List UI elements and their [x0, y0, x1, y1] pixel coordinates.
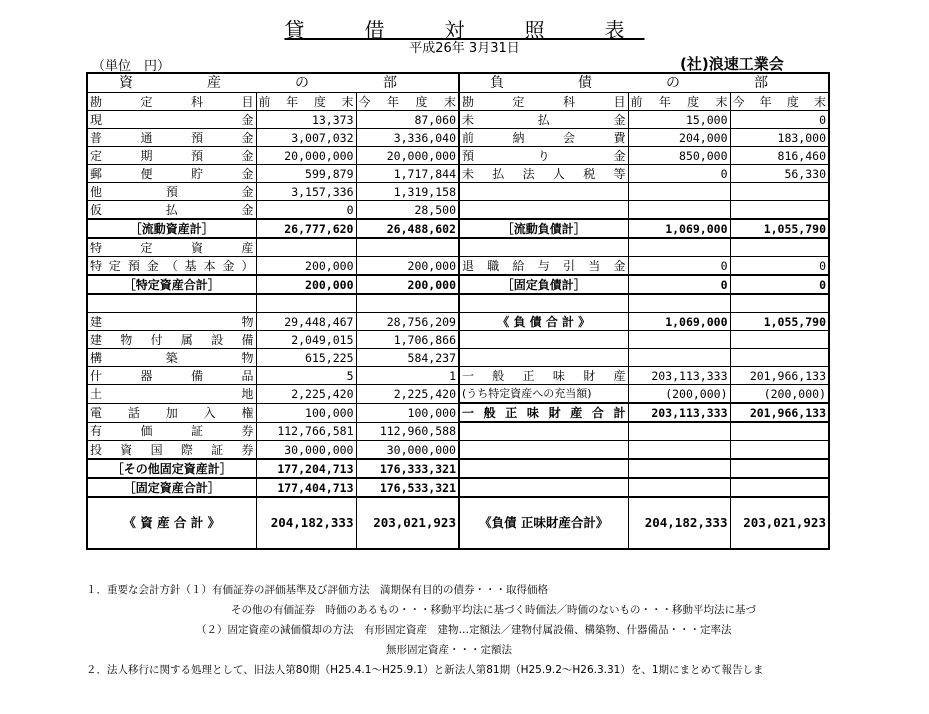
table-row	[87, 129, 829, 147]
liability-curr: 0	[730, 111, 829, 129]
liability-prev: 850,000	[628, 147, 730, 165]
liability-name: 未払法人税等	[459, 165, 628, 183]
fixed-asset-prev: 100,000	[256, 403, 356, 422]
liability-prev: 0	[628, 165, 730, 183]
empty-cell	[356, 238, 459, 257]
net-assets-specific-name: (うち特定資産への充当額)	[459, 385, 628, 404]
asset-curr: 20,000,000	[356, 147, 459, 165]
empty-cell	[256, 294, 356, 313]
fixed-asset-prev: 615,225	[256, 349, 356, 367]
asset-name: 他預金	[87, 183, 256, 201]
asset-prev: 20,000,000	[256, 147, 356, 165]
empty-cell	[628, 183, 730, 201]
table-row	[87, 331, 829, 349]
asset-name: 定期預金	[87, 147, 256, 165]
grand-total-label: 《負債 正味財産合計》	[459, 497, 628, 549]
table-row	[87, 238, 829, 257]
current-liab-total-label: ［流動負債計］	[459, 219, 628, 238]
empty-cell	[730, 459, 829, 478]
empty-cell	[459, 349, 628, 367]
organization-name: (社)浪速工業会	[680, 55, 784, 73]
table-row	[87, 111, 829, 129]
document-title: 貸 借 対 照 表	[284, 18, 645, 42]
current-assets-total-curr: 26,488,602	[356, 219, 459, 238]
subtotal-row	[87, 459, 829, 478]
empty-cell	[87, 294, 256, 313]
fixed-asset-name: 電話加入権	[87, 403, 256, 422]
empty-cell	[628, 422, 730, 441]
empty-cell	[356, 294, 459, 313]
net-assets-prev: 203,113,333	[628, 367, 730, 385]
empty-cell	[459, 294, 628, 313]
note-line: １．重要な会計方針（１）有価証券の評価基準及び評価方法 満期保有目的の債券・・・取得価格	[86, 584, 548, 596]
grand-total-curr: 203,021,923	[730, 497, 829, 549]
empty-cell	[730, 238, 829, 257]
col-curr-header: 今 年 度 末	[730, 93, 829, 111]
empty-cell	[459, 183, 628, 201]
specific-total-curr: 200,000	[356, 275, 459, 294]
fixed-asset-name: 什器備品	[87, 367, 256, 385]
asset-curr: 87,060	[356, 111, 459, 129]
table-row	[87, 441, 829, 460]
table-row	[87, 257, 829, 276]
fixed-total-curr: 176,533,321	[356, 478, 459, 497]
fixed-asset-curr: 28,756,209	[356, 313, 459, 331]
fixed-asset-name: 構築物	[87, 349, 256, 367]
specific-deposit-curr: 200,000	[356, 257, 459, 276]
col-item-header: 勘 定 科 目	[459, 93, 628, 111]
fixed-asset-curr: 1	[356, 367, 459, 385]
fixed-asset-prev: 29,448,467	[256, 313, 356, 331]
asset-curr: 1,717,844	[356, 165, 459, 183]
net-assets-specific-prev: (200,000)	[628, 385, 730, 404]
retirement-prev: 0	[628, 257, 730, 276]
empty-cell	[730, 478, 829, 497]
fixed-asset-curr: 2,225,420	[356, 385, 459, 404]
fixed-asset-prev: 30,000,000	[256, 441, 356, 460]
col-prev-header: 前 年 度 末	[628, 93, 730, 111]
liability-curr: 56,330	[730, 165, 829, 183]
specific-total-prev: 200,000	[256, 275, 356, 294]
assets-total-curr: 203,021,923	[356, 497, 459, 549]
net-assets-specific-curr: (200,000)	[730, 385, 829, 404]
current-assets-total-prev: 26,777,620	[256, 219, 356, 238]
fixed-asset-name: 建物付属設備	[87, 331, 256, 349]
balance-sheet-table	[86, 72, 830, 550]
col-prev-header: 前 年 度 末	[256, 93, 356, 111]
net-assets-total-prev: 203,113,333	[628, 403, 730, 422]
asset-curr: 3,336,040	[356, 129, 459, 147]
empty-cell	[459, 238, 628, 257]
note-line: 無形固定資産・・・定額法	[386, 644, 512, 656]
specific-deposit-prev: 200,000	[256, 257, 356, 276]
liability-curr: 816,460	[730, 147, 829, 165]
liab-total-prev: 1,069,000	[628, 313, 730, 331]
subtotal-row	[87, 275, 829, 294]
asset-name: 仮払金	[87, 201, 256, 220]
liability-prev: 15,000	[628, 111, 730, 129]
empty-cell	[459, 422, 628, 441]
table-row	[87, 165, 829, 183]
empty-cell	[628, 459, 730, 478]
table-row	[87, 422, 829, 441]
specific-total-label: ［特定資産合計］	[87, 275, 256, 294]
net-assets-name: 一般正味財産	[459, 367, 628, 385]
fixed-asset-name: 有価証券	[87, 422, 256, 441]
empty-cell	[459, 441, 628, 460]
fixed-total-prev: 177,404,713	[256, 478, 356, 497]
fixed-asset-prev: 2,049,015	[256, 331, 356, 349]
specific-deposit-name: 特定預金（基本金）	[87, 257, 256, 276]
subtotal-row	[87, 478, 829, 497]
note-line: その他の有価証券 時価のあるもの・・・移動平均法に基づく時価法／時価のないもの・・・移動平均法に基づ	[231, 604, 756, 616]
empty-cell	[459, 478, 628, 497]
note-line: （２）固定資産の減価償却の方法 有形固定資産 建物…定額法／建物付属設備、構築物、什器備品・・・定率法	[196, 624, 732, 636]
empty-cell	[459, 201, 628, 220]
notes	[86, 580, 764, 680]
other-fixed-total-label: ［その他固定資産計］	[87, 459, 256, 478]
unit-label: （単位 円）	[92, 59, 171, 74]
empty-cell	[628, 331, 730, 349]
liab-total-label: 《 負 債 合 計 》	[459, 313, 628, 331]
empty-cell	[730, 201, 829, 220]
empty-cell	[628, 349, 730, 367]
other-fixed-total-curr: 176,333,321	[356, 459, 459, 478]
col-item-header: 勘 定 科 目	[87, 93, 256, 111]
current-assets-total-label: ［流動資産計］	[87, 219, 256, 238]
fixed-asset-name: 投資国際証券	[87, 441, 256, 460]
table-row	[87, 147, 829, 165]
fixed-asset-prev: 112,766,581	[256, 422, 356, 441]
fixed-liab-total-prev: 0	[628, 275, 730, 294]
net-assets-total-curr: 201,966,133	[730, 403, 829, 422]
subtotal-row	[87, 219, 829, 238]
empty-cell	[628, 201, 730, 220]
table-row	[87, 313, 829, 331]
table-row	[87, 403, 829, 422]
empty-cell	[628, 478, 730, 497]
blank-row	[87, 294, 829, 313]
asset-prev: 3,007,032	[256, 129, 356, 147]
net-assets-total-label: 一般正味財産合計	[459, 403, 628, 422]
fixed-asset-name: 土地	[87, 385, 256, 404]
assets-total-label: 《 資 産 合 計 》	[87, 497, 256, 549]
asset-prev: 3,157,336	[256, 183, 356, 201]
empty-cell	[730, 294, 829, 313]
fixed-asset-curr: 112,960,588	[356, 422, 459, 441]
fixed-liab-total-curr: 0	[730, 275, 829, 294]
table-row	[87, 385, 829, 404]
asset-prev: 0	[256, 201, 356, 220]
retirement-name: 退職給与引当金	[459, 257, 628, 276]
grand-total-prev: 204,182,333	[628, 497, 730, 549]
table-row	[87, 183, 829, 201]
section-header-row	[87, 73, 829, 93]
asset-prev: 599,879	[256, 165, 356, 183]
empty-cell	[730, 331, 829, 349]
empty-cell	[256, 238, 356, 257]
asset-curr: 1,319,158	[356, 183, 459, 201]
column-header-row	[87, 93, 829, 111]
assets-section-header: 資 産 の 部	[87, 73, 459, 93]
asset-name: 現金	[87, 111, 256, 129]
liabilities-section-header: 負 債 の 部	[459, 73, 829, 93]
fixed-asset-curr: 30,000,000	[356, 441, 459, 460]
table-row	[87, 367, 829, 385]
empty-cell	[730, 441, 829, 460]
retirement-curr: 0	[730, 257, 829, 276]
empty-cell	[730, 183, 829, 201]
empty-cell	[730, 422, 829, 441]
asset-name: 普通預金	[87, 129, 256, 147]
fixed-liab-total-label: ［固定負債計］	[459, 275, 628, 294]
specific-assets-title: 特定資産	[87, 238, 256, 257]
empty-cell	[628, 294, 730, 313]
asset-prev: 13,373	[256, 111, 356, 129]
liability-curr: 183,000	[730, 129, 829, 147]
current-liab-total-curr: 1,055,790	[730, 219, 829, 238]
fixed-asset-prev: 2,225,420	[256, 385, 356, 404]
asset-name: 郵便貯金	[87, 165, 256, 183]
liability-name: 前納会費	[459, 129, 628, 147]
empty-cell	[628, 441, 730, 460]
document-date: 平成26年 3月31日	[409, 41, 520, 56]
fixed-asset-prev: 5	[256, 367, 356, 385]
liability-prev: 204,000	[628, 129, 730, 147]
fixed-asset-curr: 584,237	[356, 349, 459, 367]
fixed-total-label: ［固定資産合計］	[87, 478, 256, 497]
liability-name: 未払金	[459, 111, 628, 129]
table-row	[87, 201, 829, 220]
fixed-asset-curr: 100,000	[356, 403, 459, 422]
empty-cell	[628, 238, 730, 257]
asset-curr: 28,500	[356, 201, 459, 220]
empty-cell	[459, 459, 628, 478]
liability-name: 預り金	[459, 147, 628, 165]
fixed-asset-name: 建物	[87, 313, 256, 331]
assets-total-prev: 204,182,333	[256, 497, 356, 549]
empty-cell	[730, 349, 829, 367]
note-line: ２．法人移行に関する処理として、旧法人第80期（H25.4.1～H25.9.1）と新法人第81期（H25.9.2～H26.3.31）を、1期にまとめて報告しま	[86, 664, 764, 676]
liab-total-curr: 1,055,790	[730, 313, 829, 331]
col-curr-header: 今 年 度 末	[356, 93, 459, 111]
table-row	[87, 349, 829, 367]
empty-cell	[459, 331, 628, 349]
grand-total-row	[87, 497, 829, 549]
other-fixed-total-prev: 177,204,713	[256, 459, 356, 478]
net-assets-curr: 201,966,133	[730, 367, 829, 385]
fixed-asset-curr: 1,706,866	[356, 331, 459, 349]
current-liab-total-prev: 1,069,000	[628, 219, 730, 238]
